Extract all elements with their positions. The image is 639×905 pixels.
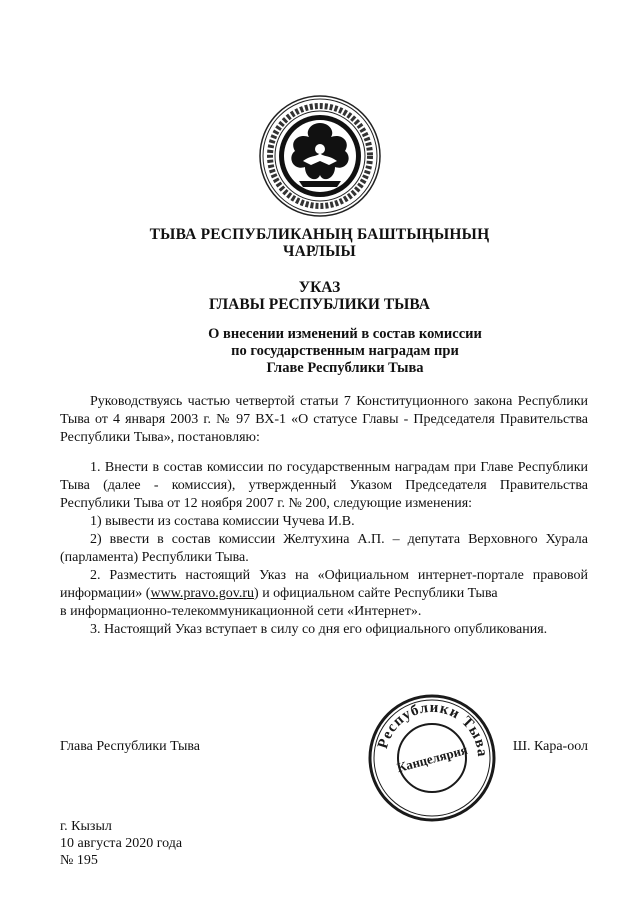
decree-items bbox=[60, 459, 588, 639]
item-1-sub-2: 2) ввести в состав комиссии Желтухина А.П. – депутата Верховного Хурала (парламента) Республики Тыва. bbox=[60, 532, 588, 565]
header-title bbox=[0, 226, 639, 260]
signature-name: Ш. Кара-оол bbox=[512, 739, 588, 754]
decree-subject bbox=[180, 326, 510, 377]
item-2-end: ) и официальном сайте Республики Тыва bbox=[254, 586, 498, 601]
item-3: 3. Настоящий Указ вступает в силу со дня его официального опубликования. bbox=[90, 622, 548, 637]
header-line2: ЧАРЛЫЫ bbox=[283, 243, 356, 260]
signature-position: Глава Республики Тыва bbox=[60, 739, 201, 754]
footer-number: № 195 bbox=[60, 853, 98, 868]
header-line4: ГЛАВЫ РЕСПУБЛИКИ ТЫВА bbox=[209, 296, 430, 313]
item-2-start: 2. Разместить настоящий Указ на «Официальном интернет-портале правовой информации» ( bbox=[60, 568, 588, 601]
footer-block bbox=[60, 818, 182, 869]
intro-text: Руководствуясь частью четвертой статьи 7 Конституционного закона Республики Тыва от 4 января 2003 г. № 97 ВХ-1 «О статусе Главы - Председателя Правительства Республики Тыва», постановляю: bbox=[60, 394, 588, 445]
item-1: 1. Внести в состав комиссии по государственным наградам при Главе Республики Тыва (далее - комиссия), утвержденный Указом Председателя Правительства Республики Тыва от 12 ноября 2007 г. № 200, следующие изменения: bbox=[60, 460, 588, 511]
header-line3: УКАЗ bbox=[298, 279, 341, 296]
pravo-link[interactable]: www.pravo.gov.ru bbox=[150, 586, 255, 601]
item-1-sub-1: 1) вывести из состава комиссии Чучева И.В. bbox=[90, 514, 355, 529]
footer-date: 10 августа 2020 года bbox=[60, 836, 183, 851]
footer-city: г. Кызыл bbox=[60, 819, 112, 834]
header-line1: ТЫВА РЕСПУБЛИКАНЫҢ БАШТЫҢЫНЫҢ bbox=[149, 226, 490, 243]
item-2 bbox=[60, 567, 588, 603]
tuva-emblem-icon bbox=[259, 95, 381, 217]
item-2-tail: в информационно-телекоммуникационной сети «Интернет». bbox=[60, 604, 422, 619]
subject-line2: по государственным наградам при bbox=[231, 343, 459, 359]
subject-line1: О внесении изменений в состав комиссии bbox=[208, 326, 482, 342]
subject-line3: Главе Республики Тыва bbox=[266, 360, 424, 376]
stamp-ring-text: Республики Тыва bbox=[375, 699, 491, 759]
intro-paragraph bbox=[60, 393, 588, 447]
office-stamp bbox=[366, 692, 498, 824]
stamp-center-text: Канцелярия bbox=[395, 741, 470, 776]
decree-title bbox=[0, 279, 639, 313]
